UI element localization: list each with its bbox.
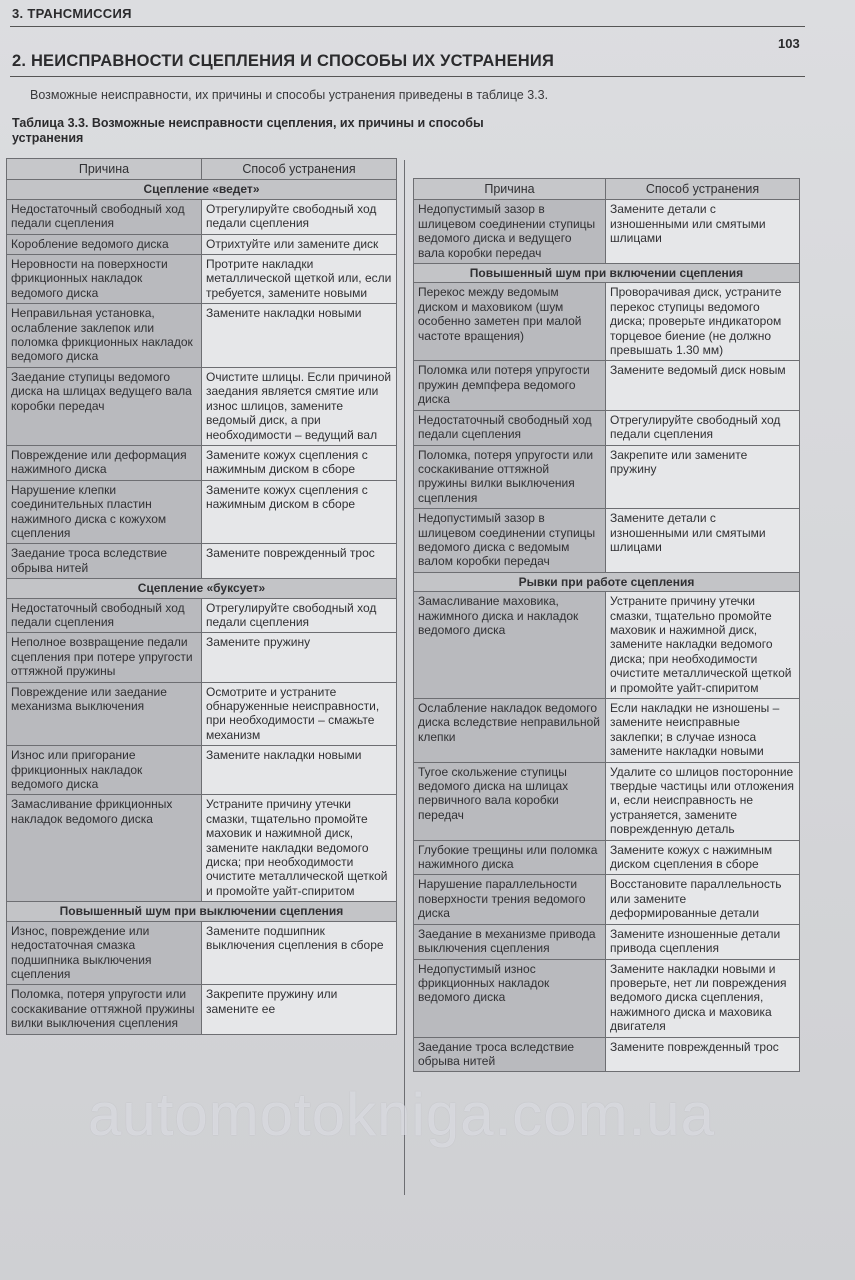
cause-cell: Коробление ведомого диска xyxy=(7,234,202,254)
remedy-cell: Замените детали с изношенными или смятыми шлицами xyxy=(606,200,800,264)
table-row xyxy=(7,795,397,902)
remedy-cell: Очистите шлицы. Если причиной заедания является смятие или износ шлицов, замените ведомый диск, а при необходимости – ведущий вал xyxy=(202,367,397,445)
cause-cell: Перекос между ведомым диском и маховиком (шум особенно заметен при малой частоте вращения) xyxy=(414,283,606,361)
cause-cell: Поломка или потеря упругости пружин демпфера ведомого диска xyxy=(414,361,606,410)
table-row xyxy=(414,200,800,264)
table-row xyxy=(7,480,397,544)
group-header-row xyxy=(7,579,397,598)
table-row xyxy=(414,445,800,509)
remedy-cell: Замените кожух сцепления с нажимным диском в сборе xyxy=(202,480,397,544)
cause-cell: Глубокие трещины или поломка нажимного диска xyxy=(414,840,606,875)
cause-cell: Заедание троса вследствие обрыва нитей xyxy=(7,544,202,579)
cause-cell: Недостаточный свободный ход педали сцепления xyxy=(414,410,606,445)
remedy-cell: Замените подшипник выключения сцепления в сборе xyxy=(202,921,397,985)
cause-cell: Заедание в механизме привода выключения сцепления xyxy=(414,924,606,959)
header-rule xyxy=(10,26,805,27)
cause-cell: Нарушение клепки соединительных пластин нажимного диска с кожухом сцепления xyxy=(7,480,202,544)
cause-cell: Поломка, потеря упругости или соскакивание оттяжной пружины вилки выключения сцепления xyxy=(7,985,202,1034)
remedy-cell: Удалите со шлицов посторонние твердые частицы или отложения и, если неисправность не устраняется, замените поврежденную деталь xyxy=(606,762,800,840)
cause-cell: Неправильная установка, ослабление заклепок или поломка фрикционных накладок ведомого диска xyxy=(7,304,202,368)
group-header-row xyxy=(7,180,397,199)
section-rule xyxy=(10,76,805,77)
table-row xyxy=(414,509,800,573)
group-title: Сцепление «ведет» xyxy=(7,180,397,199)
group-header-row xyxy=(414,264,800,283)
table-row xyxy=(414,1037,800,1072)
page-number: 103 xyxy=(778,36,800,51)
remedy-cell: Замените ведомый диск новым xyxy=(606,361,800,410)
table-row xyxy=(414,762,800,840)
remedy-cell: Восстановите параллельность или замените деформированные детали xyxy=(606,875,800,924)
table-row xyxy=(7,255,397,304)
remedy-cell: Замените кожух с нажимным диском сцепления в сборе xyxy=(606,840,800,875)
table-row xyxy=(7,199,397,234)
cause-cell: Поломка, потеря упругости или соскакивание оттяжной пружины вилки выключения сцепления xyxy=(414,445,606,509)
table-row xyxy=(7,367,397,445)
table-row xyxy=(414,959,800,1037)
watermark-text: automotokniga.com.ua xyxy=(88,1081,716,1148)
remedy-cell: Закрепите или замените пружину xyxy=(606,445,800,509)
remedy-cell: Замените поврежденный трос xyxy=(202,544,397,579)
remedy-cell: Если накладки не изношены – замените неисправные заклепки; в случае износа замените накладки новыми xyxy=(606,699,800,763)
cause-cell: Недостаточный свободный ход педали сцепления xyxy=(7,598,202,633)
remedy-cell: Осмотрите и устраните обнаруженные неисправности, при необходимости – смажьте механизм xyxy=(202,682,397,746)
cause-cell: Нарушение параллельности поверхности трения ведомого диска xyxy=(414,875,606,924)
remedy-cell: Замените кожух сцепления с нажимным диском в сборе xyxy=(202,445,397,480)
table-row xyxy=(7,633,397,682)
group-header-row xyxy=(7,902,397,921)
remedy-cell: Замените накладки новыми и проверьте, нет ли повреждения ведомого диска сцепления, нажимного диска и маховика двигателя xyxy=(606,959,800,1037)
table-row xyxy=(414,283,800,361)
table-row xyxy=(7,985,397,1034)
remedy-cell: Протрите накладки металлической щеткой или, если требуется, замените новыми xyxy=(202,255,397,304)
section-intro: Возможные неисправности, их причины и способы устранения приведены в таблице 3.3. xyxy=(30,88,549,102)
fault-table-left xyxy=(6,158,397,1035)
cause-cell: Износ или пригорание фрикционных накладок ведомого диска xyxy=(7,746,202,795)
remedy-cell: Закрепите пружину или замените ее xyxy=(202,985,397,1034)
remedy-cell: Замените изношенные детали привода сцепления xyxy=(606,924,800,959)
remedy-cell: Замените накладки новыми xyxy=(202,304,397,368)
table-row xyxy=(7,304,397,368)
table-row xyxy=(7,682,397,746)
cause-cell: Заедание троса вследствие обрыва нитей xyxy=(414,1037,606,1072)
group-title: Сцепление «буксует» xyxy=(7,579,397,598)
column-header-cause: Причина xyxy=(414,179,606,200)
cause-cell: Ослабление накладок ведомого диска вследствие неправильной клепки xyxy=(414,699,606,763)
column-header-cause: Причина xyxy=(7,159,202,180)
section-title: 2. НЕИСПРАВНОСТИ СЦЕПЛЕНИЯ И СПОСОБЫ ИХ УСТРАНЕНИЯ xyxy=(12,52,555,70)
column-header-remedy: Способ устранения xyxy=(606,179,800,200)
remedy-cell: Проворачивая диск, устраните перекос ступицы ведомого диска; проверьте индикатором торцевое биение (не должно превышать 1.30 мм) xyxy=(606,283,800,361)
table-header-row xyxy=(7,159,397,180)
cause-cell: Повреждение или деформация нажимного диска xyxy=(7,445,202,480)
cause-cell: Недопустимый износ фрикционных накладок ведомого диска xyxy=(414,959,606,1037)
cause-cell: Повреждение или заедание механизма выключения xyxy=(7,682,202,746)
table-caption: Таблица 3.3. Возможные неисправности сцепления, их причины и способы устранения xyxy=(12,116,484,145)
running-head: 3. ТРАНСМИССИЯ xyxy=(12,6,132,21)
column-divider xyxy=(404,160,405,1195)
cause-cell: Недопустимый зазор в шлицевом соединении ступицы ведомого диска и ведущего вала коробки передач xyxy=(414,200,606,264)
cause-cell: Неровности на поверхности фрикционных накладок ведомого диска xyxy=(7,255,202,304)
cause-cell: Тугое скольжение ступицы ведомого диска на шлицах первичного вала коробки передач xyxy=(414,762,606,840)
remedy-cell: Отрегулируйте свободный ход педали сцепления xyxy=(606,410,800,445)
group-title: Рывки при работе сцепления xyxy=(414,572,800,591)
table-row xyxy=(414,840,800,875)
remedy-cell: Замените детали с изношенными или смятыми шлицами xyxy=(606,509,800,573)
cause-cell: Недостаточный свободный ход педали сцепления xyxy=(7,199,202,234)
table-row xyxy=(7,746,397,795)
table-row xyxy=(414,592,800,699)
table-row xyxy=(7,544,397,579)
cause-cell: Неполное возвращение педали сцепления при потере упругости оттяжной пружины xyxy=(7,633,202,682)
cause-cell: Замасливание маховика, нажимного диска и накладок ведомого диска xyxy=(414,592,606,699)
cause-cell: Недопустимый зазор в шлицевом соединении ступицы ведомого диска с ведомым валом коробки передач xyxy=(414,509,606,573)
remedy-cell: Отрегулируйте свободный ход педали сцепления xyxy=(202,199,397,234)
table-header-row xyxy=(414,179,800,200)
cause-cell: Замасливание фрикционных накладок ведомого диска xyxy=(7,795,202,902)
table-row xyxy=(7,234,397,254)
remedy-cell: Отрегулируйте свободный ход педали сцепления xyxy=(202,598,397,633)
table-row xyxy=(414,875,800,924)
table-row xyxy=(7,921,397,985)
cause-cell: Заедание ступицы ведомого диска на шлицах ведущего вала коробки передач xyxy=(7,367,202,445)
table-row xyxy=(414,699,800,763)
group-header-row xyxy=(414,572,800,591)
remedy-cell: Замените пружину xyxy=(202,633,397,682)
table-row xyxy=(414,410,800,445)
remedy-cell: Замените накладки новыми xyxy=(202,746,397,795)
cause-cell: Износ, повреждение или недостаточная смазка подшипника выключения сцепления xyxy=(7,921,202,985)
fault-table-right xyxy=(413,178,800,1072)
table-row xyxy=(414,361,800,410)
remedy-cell: Устраните причину утечки смазки, тщательно промойте маховик и нажимной диск, замените накладки ведомого диска; при необходимости очистите металлической щеткой и промойте уайт-спиритом xyxy=(202,795,397,902)
group-title: Повышенный шум при выключении сцепления xyxy=(7,902,397,921)
table-row xyxy=(7,445,397,480)
remedy-cell: Устраните причину утечки смазки, тщательно промойте маховик и нажимной диск, замените накладки ведомого диска; при необходимости очистите металлической щеткой и промойте уайт-спиритом xyxy=(606,592,800,699)
table-row xyxy=(414,924,800,959)
table-row xyxy=(7,598,397,633)
column-header-remedy: Способ устранения xyxy=(202,159,397,180)
group-title: Повышенный шум при включении сцепления xyxy=(414,264,800,283)
remedy-cell: Замените поврежденный трос xyxy=(606,1037,800,1072)
remedy-cell: Отрихтуйте или замените диск xyxy=(202,234,397,254)
